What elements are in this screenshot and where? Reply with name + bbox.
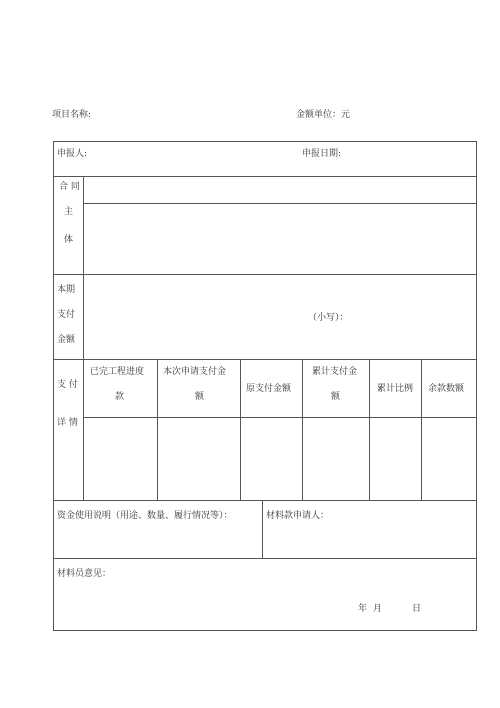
column-header-cumulative-ratio: 累计比例 xyxy=(377,384,414,394)
table-border-left xyxy=(53,141,54,631)
table-border-bottom xyxy=(53,630,477,631)
contract-party-label-line3: 体 xyxy=(64,235,74,245)
applicant-label: 申报人: xyxy=(57,149,88,159)
contract-party-label-line1: 合 同 xyxy=(59,182,80,192)
column-header-requested-amount-line2: 额 xyxy=(195,392,205,402)
material-applicant-label: 材料款申请人： xyxy=(266,511,330,521)
table-rule xyxy=(53,500,477,501)
current-payment-label-line1: 本期 xyxy=(57,285,76,295)
table-rule xyxy=(53,176,477,177)
current-payment-label-line2: 支付 xyxy=(57,310,76,320)
table-rule xyxy=(262,500,263,558)
table-rule xyxy=(421,359,422,500)
payment-details-label-bottom: 详 情 xyxy=(57,418,78,428)
date-month-label: 月 xyxy=(373,604,383,614)
table-rule xyxy=(53,359,477,360)
column-header-original-amount: 原支付金额 xyxy=(246,384,292,394)
column-header-cumulative-amount: 累计支付金 xyxy=(312,367,358,377)
contract-party-label-line2: 主 xyxy=(64,207,74,217)
current-payment-label-line3: 金额 xyxy=(57,335,76,345)
table-border-top xyxy=(53,141,477,142)
column-header-completed-progress-line2: 款 xyxy=(115,392,125,402)
project-name-label: 项目名称: xyxy=(52,110,92,120)
table-rule xyxy=(157,359,158,500)
table-rule xyxy=(53,558,477,559)
table-rule xyxy=(83,176,84,500)
column-header-cumulative-amount-line2: 额 xyxy=(331,392,341,402)
table-rule xyxy=(240,359,241,500)
table-rule xyxy=(302,359,303,500)
table-rule xyxy=(83,203,477,204)
table-rule xyxy=(83,417,477,418)
column-header-balance: 余款数额 xyxy=(428,384,465,394)
column-header-completed-progress: 已完工程进度 xyxy=(90,367,145,377)
date-year-label: 年 xyxy=(358,604,368,614)
amount-small-caps-label: （小写）： xyxy=(308,313,349,323)
apply-date-label: 申报日期: xyxy=(302,149,342,159)
table-rule xyxy=(369,359,370,500)
amount-unit-label: 金额单位：元 xyxy=(296,110,351,120)
column-header-requested-amount: 本次申请支付金 xyxy=(163,367,227,377)
table-rule xyxy=(53,274,477,275)
fund-usage-label: 资金使用说明（用途、数量、履行情况等）： xyxy=(57,511,233,521)
date-day-label: 日 xyxy=(412,604,422,614)
payment-details-label-top: 支 付 xyxy=(57,380,78,390)
material-officer-opinion-label: 材料员意见： xyxy=(57,569,112,579)
table-border-right xyxy=(476,141,477,631)
